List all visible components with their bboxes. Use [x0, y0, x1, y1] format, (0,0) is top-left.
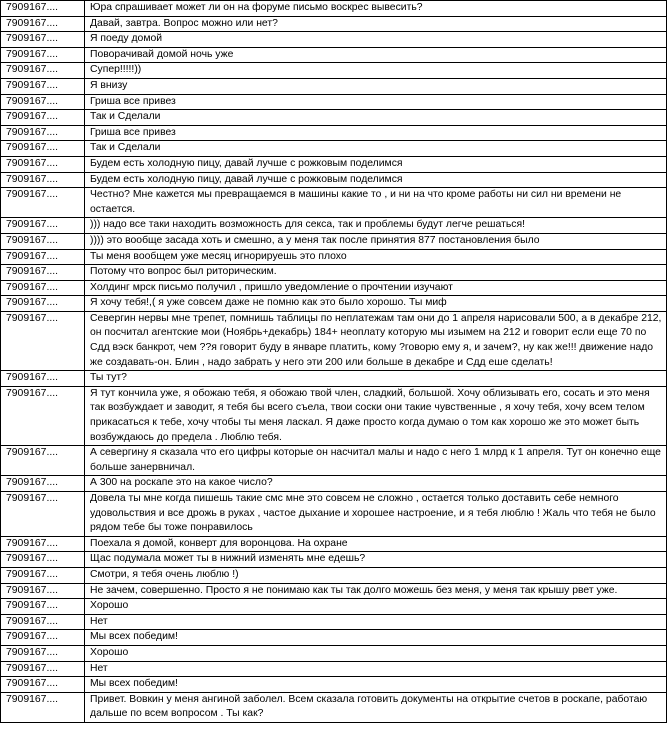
table-row [1, 218, 667, 234]
phone-number-cell[interactable]: 7909167.... [1, 16, 85, 32]
phone-number-cell[interactable]: 7909167.... [1, 110, 85, 126]
phone-number-cell[interactable]: 7909167.... [1, 446, 85, 476]
phone-number-cell[interactable]: 7909167.... [1, 156, 85, 172]
phone-number-cell[interactable]: 7909167.... [1, 78, 85, 94]
table-row [1, 280, 667, 296]
message-text-cell[interactable]: Ты тут? [85, 371, 667, 387]
table-row [1, 16, 667, 32]
table-row [1, 583, 667, 599]
table-row [1, 94, 667, 110]
message-text-cell[interactable]: Нет [85, 614, 667, 630]
message-text-cell[interactable]: Так и Сделали [85, 141, 667, 157]
message-text-cell[interactable]: Потому что вопрос был риторическим. [85, 265, 667, 281]
table-row [1, 265, 667, 281]
message-text-cell[interactable]: Мы всех победим! [85, 630, 667, 646]
table-row [1, 677, 667, 693]
phone-number-cell[interactable]: 7909167.... [1, 661, 85, 677]
table-row [1, 110, 667, 126]
table-row [1, 567, 667, 583]
phone-number-cell[interactable]: 7909167.... [1, 32, 85, 48]
table-row [1, 614, 667, 630]
message-text-cell[interactable]: А 300 на роскапе это на какое число? [85, 476, 667, 492]
message-text-cell[interactable]: Ты меня вообщем уже месяц игнорируешь это плохо [85, 249, 667, 265]
message-text-cell[interactable]: Мы всех победим! [85, 677, 667, 693]
phone-number-cell[interactable]: 7909167.... [1, 552, 85, 568]
message-text-cell[interactable]: Юра спрашивает может ли он на форуме письмо воскрес вывесить? [85, 1, 667, 17]
table-row [1, 645, 667, 661]
phone-number-cell[interactable]: 7909167.... [1, 280, 85, 296]
table-row [1, 249, 667, 265]
phone-number-cell[interactable]: 7909167.... [1, 492, 85, 537]
message-text-cell[interactable]: Я хочу тебя!,( я уже совсем даже не помню как это было хорошо. Ты миф [85, 296, 667, 312]
table-row [1, 125, 667, 141]
phone-number-cell[interactable]: 7909167.... [1, 1, 85, 17]
message-text-cell[interactable]: Будем есть холодную пицу, давай лучше с рожковым поделимся [85, 156, 667, 172]
table-row [1, 492, 667, 537]
message-text-cell[interactable]: ))) надо все таки находить возможность для секса, так и проблемы будут легче решаться! [85, 218, 667, 234]
table-row [1, 32, 667, 48]
message-text-cell[interactable]: Привет. Вовкин у меня ангиной заболел. Всем сказала готовить документы на открытие счетов в роскапе, работаю дальше по всем вопросом . Ты как? [85, 692, 667, 722]
table-row [1, 172, 667, 188]
message-table-body [1, 1, 667, 723]
phone-number-cell[interactable]: 7909167.... [1, 296, 85, 312]
phone-number-cell[interactable]: 7909167.... [1, 645, 85, 661]
table-row [1, 1, 667, 17]
message-text-cell[interactable]: Гриша все привез [85, 125, 667, 141]
phone-number-cell[interactable]: 7909167.... [1, 567, 85, 583]
table-row [1, 188, 667, 218]
phone-number-cell[interactable]: 7909167.... [1, 692, 85, 722]
phone-number-cell[interactable]: 7909167.... [1, 476, 85, 492]
table-row [1, 476, 667, 492]
phone-number-cell[interactable]: 7909167.... [1, 583, 85, 599]
message-text-cell[interactable]: Не зачем, совершенно. Просто я не понимаю как ты так долго можешь без меня, у меня так крышу рвет уже. [85, 583, 667, 599]
table-row [1, 296, 667, 312]
message-text-cell[interactable]: Нет [85, 661, 667, 677]
message-text-cell[interactable]: Супер!!!!!)) [85, 63, 667, 79]
phone-number-cell[interactable]: 7909167.... [1, 311, 85, 370]
phone-number-cell[interactable]: 7909167.... [1, 172, 85, 188]
message-text-cell[interactable]: Я поеду домой [85, 32, 667, 48]
table-row [1, 63, 667, 79]
table-row [1, 141, 667, 157]
message-text-cell[interactable]: )))) это вообще засада хоть и смешно, а у меня так после принятия 877 постановления было [85, 233, 667, 249]
phone-number-cell[interactable]: 7909167.... [1, 265, 85, 281]
table-row [1, 311, 667, 370]
phone-number-cell[interactable]: 7909167.... [1, 677, 85, 693]
phone-number-cell[interactable]: 7909167.... [1, 371, 85, 387]
table-row [1, 599, 667, 615]
table-row [1, 78, 667, 94]
table-row [1, 386, 667, 445]
phone-number-cell[interactable]: 7909167.... [1, 94, 85, 110]
phone-number-cell[interactable]: 7909167.... [1, 386, 85, 445]
phone-number-cell[interactable]: 7909167.... [1, 630, 85, 646]
phone-number-cell[interactable]: 7909167.... [1, 218, 85, 234]
table-row [1, 536, 667, 552]
phone-number-cell[interactable]: 7909167.... [1, 233, 85, 249]
table-row [1, 661, 667, 677]
table-row [1, 233, 667, 249]
message-text-cell[interactable]: Давай, завтра. Вопрос можно или нет? [85, 16, 667, 32]
message-text-cell[interactable]: Будем есть холодную пицу, давай лучше с рожковым поделимся [85, 172, 667, 188]
phone-number-cell[interactable]: 7909167.... [1, 141, 85, 157]
message-text-cell[interactable]: Смотри, я тебя очень люблю !) [85, 567, 667, 583]
message-text-cell[interactable]: Хорошо [85, 645, 667, 661]
message-text-cell[interactable]: Хорошо [85, 599, 667, 615]
phone-number-cell[interactable]: 7909167.... [1, 47, 85, 63]
message-text-cell[interactable]: Так и Сделали [85, 110, 667, 126]
phone-number-cell[interactable]: 7909167.... [1, 249, 85, 265]
message-text-cell[interactable]: Я тут кончила уже, я обожаю тебя, я обожаю твой член, сладкий, большой. Хочу облизывать его, сосать и это меня так возбуждает и заводит, я тебя бы всего съела, твои соски они такие чувственные , я хочу тебя, хочу всем телом прикасаться к тебе, хочу чтобы ты меня ласкал. Я даже просто когда думаю о том как хорошо же это может быть возбуждаюсь до предела . Люблю тебя. [85, 386, 667, 445]
phone-number-cell[interactable]: 7909167.... [1, 63, 85, 79]
message-text-cell[interactable]: Я внизу [85, 78, 667, 94]
phone-number-cell[interactable]: 7909167.... [1, 188, 85, 218]
table-row [1, 630, 667, 646]
table-row [1, 446, 667, 476]
message-text-cell[interactable]: А севергину я сказала что его цифры которые он насчитал малы и надо с него 1 млрд к 1 апреля. Тут он конечно еще больше занервничал. [85, 446, 667, 476]
table-row [1, 47, 667, 63]
table-row [1, 156, 667, 172]
table-row [1, 692, 667, 722]
message-text-cell[interactable]: Севергин нервы мне трепет, помнишь таблицы по неплатежам там они до 1 апреля нарисовали 500, а в декабре 212, он посчитал агентские мои (Ноябрь+декабрь) 184+ неоплату которую мы изымем на 212 и говорит если еще 70 по Сдд вэск банкрот, чем ??я говорит буду в январе платить, кому ?говорю ему я, и зачем?, ну как же!!! движение надо же создавать-он. Блин , надо забрать у него эти 200 или больше в декабре и Сдд еше сделать! [85, 311, 667, 370]
table-row [1, 371, 667, 387]
phone-number-cell[interactable]: 7909167.... [1, 125, 85, 141]
message-text-cell[interactable]: Поворачивай домой ночь уже [85, 47, 667, 63]
message-text-cell[interactable]: Поехала я домой, конверт для воронцова. На охране [85, 536, 667, 552]
message-text-cell[interactable]: Гриша все привез [85, 94, 667, 110]
phone-number-cell[interactable]: 7909167.... [1, 599, 85, 615]
table-row [1, 552, 667, 568]
phone-number-cell[interactable]: 7909167.... [1, 536, 85, 552]
message-text-cell[interactable]: Довела ты мне когда пишешь такие смс мне это совсем не сложно , остается только доставить себе немного удовольствия и все дрожь в руках , частое дыхание и хорошее настроение, и я тебя люблю ! Жаль что тебя не было рядом тебе бы тоже понравилось [85, 492, 667, 537]
message-text-cell[interactable]: Честно? Мне кажется мы превращаемся в машины какие то , и ни на что кроме работы ни сил ни времени не остается. [85, 188, 667, 218]
message-text-cell[interactable]: Щас подумала может ты в нижний изменять мне едешь? [85, 552, 667, 568]
message-text-cell[interactable]: Холдинг мрск письмо получил , пришло уведомление о прочтении изучают [85, 280, 667, 296]
phone-number-cell[interactable]: 7909167.... [1, 614, 85, 630]
